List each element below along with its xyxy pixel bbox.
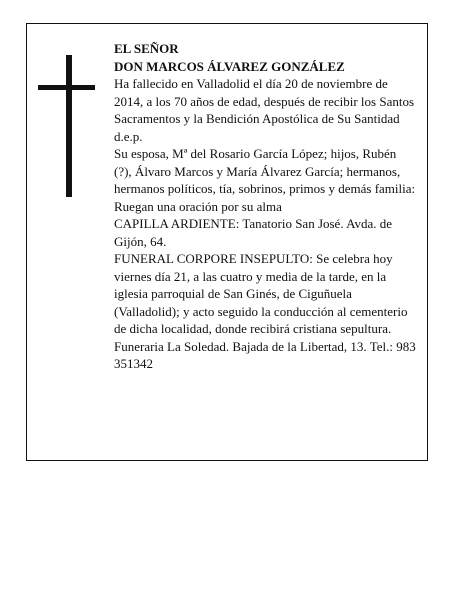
deceased-title-line: EL SEÑOR <box>114 41 179 56</box>
funeral-details: FUNERAL CORPORE INSEPULTO: Se celebra hoy viernes día 21, a las cuatro y media de la tarde, en la iglesia parroquial de San Ginés, de Ciguñuela (Valladolid); y acto seguido la conducción al cementerio de dicha localidad, donde recibirá cristiana sepultura. <box>114 251 408 336</box>
death-announcement: Ha fallecido en Valladolid el día 20 de noviembre de 2014, a los 70 años de edad, después de recibir los Santos Sacramentos y la Bendición Apostólica de Su Santidad <box>114 76 415 126</box>
rip-abbreviation: d.e.p. <box>114 128 143 144</box>
chapel-location: CAPILLA ARDIENTE: Tanatorio San José. Avda. de Gijón, 64. <box>114 216 393 249</box>
prayer-request: Ruegan una oración por su alma <box>114 198 282 214</box>
obituary-notice <box>26 23 428 461</box>
family-members: Su esposa, Mª del Rosario García López; hijos, Rubén (?), Álvaro Marcos y María Álvarez García; hermanos, hermanos políticos, tía, sobrinos, primos y demás familia: <box>114 146 416 196</box>
cross-vertical-bar <box>66 55 72 197</box>
cross-horizontal-bar <box>38 85 95 90</box>
funeral-home-contact: Funeraria La Soledad. Bajada de la Libertad, 13. Tel.: 983 351342 <box>114 338 416 371</box>
deceased-name: DON MARCOS ÁLVAREZ GONZÁLEZ <box>114 58 345 74</box>
obituary-text <box>114 40 416 373</box>
